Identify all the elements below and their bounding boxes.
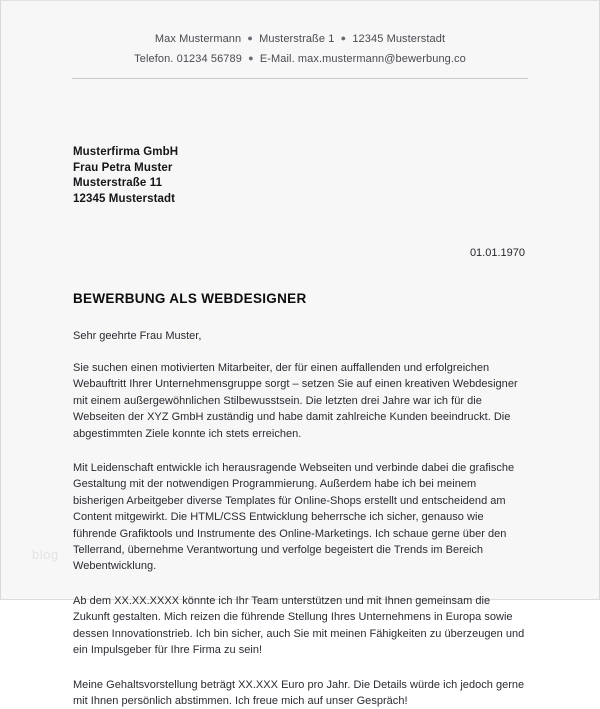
letter-paragraph: Ab dem XX.XX.XXXX könnte ich Ihr Team unterstützen und mit Ihnen gemeinsam die Zukunft gestalten. Mich reizen die führende Stellung Ihres Unternehmens in Europa sowie dessen Innovationstrieb. Ich bin sicher, auch Sie mit meinen Fähigkeiten zu überzeugen und ein Impulsgeber für Ihre Firma zu sein! bbox=[73, 593, 527, 659]
recipient-address-block bbox=[73, 145, 527, 207]
letterhead-contact-line bbox=[1, 49, 599, 69]
recipient-company: Musterfirma GmbH bbox=[73, 145, 527, 161]
letterhead-divider bbox=[72, 78, 528, 79]
blog-watermark: blog bbox=[32, 547, 59, 562]
recipient-street: Musterstraße 11 bbox=[73, 176, 527, 192]
letter-salutation: Sehr geehrte Frau Muster, bbox=[73, 330, 527, 342]
sender-name: Max Mustermann bbox=[155, 33, 241, 45]
recipient-person: Frau Petra Muster bbox=[73, 161, 527, 177]
letter-paragraph: Sie suchen einen motivierten Mitarbeiter, der für einen auffallenden und erfolgreichen Webauftritt Ihrer Unternehmensgruppe sorgt – setzen Sie auf einen kreativen Webdesigner mit einem außergewöhnlichen Stilbewusstsein. Die letzten drei Jahre war ich für die Webseiten der XYZ GmbH zuständig und habe damit zahlreiche Kunden beeindruckt. Die abgestimmten Ziele konnte ich stets erreichen. bbox=[73, 360, 527, 442]
sender-city: 12345 Musterstadt bbox=[352, 33, 445, 45]
letter-paragraph: Mit Leidenschaft entwickle ich herausragende Webseiten und verbinde dabei die grafische Gestaltung mit der notwendigen Programmierung. Außerdem habe ich bei meinem bisherigen Arbeitgeber diverse Templates für Online-Shops erstellt und entscheidend am Content mitgewirkt. Die HTML/CSS Entwicklung beherrsche ich sicher, genauso wie führende Grafiktools und Instrumente des Online-Marketings. Ich schaue gerne über den Tellerrand, übernehme Verantwortung und verfolge begeistert die Trends im Bereich Webentwicklung. bbox=[73, 460, 527, 575]
letter-date: 01.01.1970 bbox=[73, 247, 527, 259]
sender-street: Musterstraße 1 bbox=[259, 33, 334, 45]
letter-subject-headline: BEWERBUNG ALS WEBDESIGNER bbox=[73, 291, 527, 306]
letterhead-address-line bbox=[1, 29, 599, 49]
bullet-separator-icon: ● bbox=[338, 33, 350, 43]
bullet-separator-icon: ● bbox=[244, 33, 256, 43]
sender-phone: Telefon. 01234 56789 bbox=[134, 53, 242, 65]
letter-paragraph: Meine Gehaltsvorstellung beträgt XX.XXX Euro pro Jahr. Die Details würde ich jedoch gerne mit Ihnen persönlich abstimmen. Ich freue mich auf unser Gespräch! bbox=[73, 677, 527, 709]
letter-content bbox=[1, 145, 599, 709]
sender-email: E-Mail. max.mustermann@bewerbung.co bbox=[260, 53, 466, 65]
recipient-city: 12345 Musterstadt bbox=[73, 192, 527, 208]
bullet-separator-icon: ● bbox=[245, 53, 257, 63]
letterhead bbox=[1, 1, 599, 79]
